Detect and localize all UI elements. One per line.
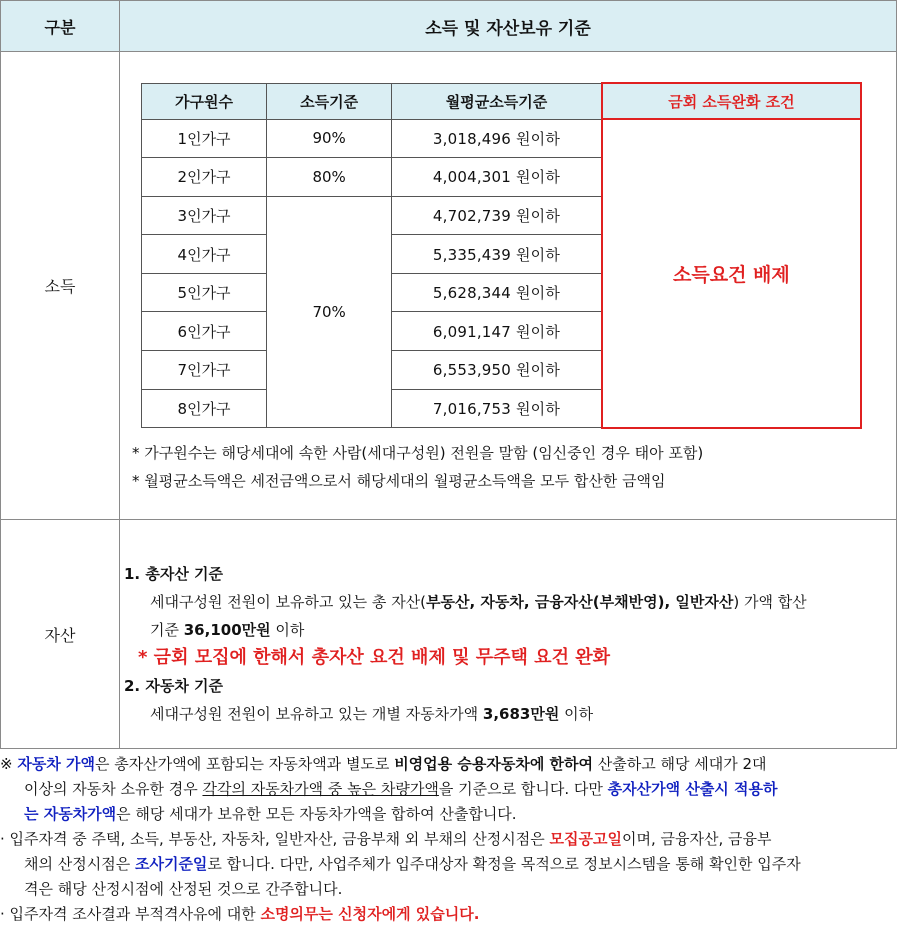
row-members: 2인가구: [142, 158, 267, 197]
car-title: 2. 자동차 기준: [124, 677, 224, 695]
footer-burden-note: · 입주자격 조사결과 부적격사유에 대한 소명의무는 신청자에게 있습니다.: [0, 905, 480, 923]
row-amount: 4,702,739 원이하: [392, 196, 602, 235]
row-amount: 3,018,496 원이하: [392, 119, 602, 158]
row-members: 1인가구: [142, 119, 267, 158]
row-standard-merged: 70%: [267, 196, 392, 428]
row-members: 7인가구: [142, 351, 267, 390]
note-household: * 가구원수는 해당세대에 속한 사람(세대구성원) 전원을 말함 (임신중인 경우 태아 포함): [132, 444, 704, 462]
row-amount: 5,628,344 원이하: [392, 273, 602, 312]
asset-content: [124, 560, 894, 728]
note-monthly-income: * 월평균소득액은 세전금액으로서 해당세대의 월평균소득액을 모두 합산한 금액임: [132, 472, 666, 490]
row-members: 6인가구: [142, 312, 267, 351]
footer-notes: ※ 자동차 가액은 총자산가액에 포함되는 자동차액과 별도로 비영업용 승용자동차에 한하여 산출하고 해당 세대가 2대 이상의 자동차 소유한 경우 각각의 자동차가액 중 높은 차량가액을 기준으로 합니다. 다만 총자산가액 산출시 적용하 는 자동차가액은 해당 세대가 보유한 모든 자동차가액을 합하여 산출합니다. · 입주자격 중 주택, 소득, 부동산, 자동차, 일반자산, 금융부채 외 부채의 산정시점은 모집공고일이며, 금융자산, 금융부 채의 산정시점은 조사기준일로 합니다. 다만, 사업주체가 입주대상자 확정을 목적으로 정보시스템을 통해 확인한 입주자 격은 해당 산정시점에 산정된 것으로 간주합니다. · 입주자격 조사결과 부적격사유에 대한 소명의무는 신청자에게 있습니다.: [0, 752, 900, 927]
row-members: 4인가구: [142, 235, 267, 274]
total-asset-title: 1. 총자산 기준: [124, 565, 224, 583]
total-asset-text: 세대구성원 전원이 보유하고 있는 총 자산(부동산, 자동차, 금융자산(부채반영), 일반자산) 가액 합산: [150, 593, 807, 611]
row-standard: 90%: [267, 119, 392, 158]
footer-timing-note: · 입주자격 중 주택, 소득, 부동산, 자동차, 일반자산, 금융부채 외 부채의 산정시점은 모집공고일이며, 금융자산, 금융부: [0, 830, 772, 848]
row-standard: 80%: [267, 158, 392, 197]
row-amount: 6,553,950 원이하: [392, 351, 602, 390]
income-label: 소득: [1, 52, 120, 520]
asset-relief-note: * 금회 모집에 한해서 총자산 요건 배제 및 무주택 요건 완화: [138, 647, 611, 668]
header-criteria: 소득 및 자산보유 기준: [120, 1, 897, 52]
row-amount: 5,335,439 원이하: [392, 235, 602, 274]
col-members: 가구원수: [142, 83, 267, 119]
row-members: 5인가구: [142, 273, 267, 312]
header-category: 구분: [1, 1, 120, 52]
row-members: 8인가구: [142, 389, 267, 428]
income-cell: [120, 52, 897, 520]
income-table: [141, 82, 862, 429]
row-amount: 6,091,147 원이하: [392, 312, 602, 351]
footer-car-note: ※ 자동차 가액은 총자산가액에 포함되는 자동차액과 별도로 비영업용 승용자동차에 한하여 산출하고 해당 세대가 2대: [0, 755, 767, 773]
col-relief: 금회 소득완화 조건: [602, 83, 861, 119]
asset-label: 자산: [1, 520, 120, 749]
relief-text: 소득요건 배제: [602, 119, 861, 428]
col-amount: 월평균소득기준: [392, 83, 602, 119]
row-amount: 7,016,753 원이하: [392, 389, 602, 428]
car-text: 세대구성원 전원이 보유하고 있는 개별 자동차가액 3,683만원 이하: [150, 705, 594, 723]
row-members: 3인가구: [142, 196, 267, 235]
total-asset-limit: 기준 36,100만원 이하: [150, 621, 305, 639]
col-standard: 소득기준: [267, 83, 392, 119]
asset-cell: [120, 520, 897, 749]
row-amount: 4,004,301 원이하: [392, 158, 602, 197]
